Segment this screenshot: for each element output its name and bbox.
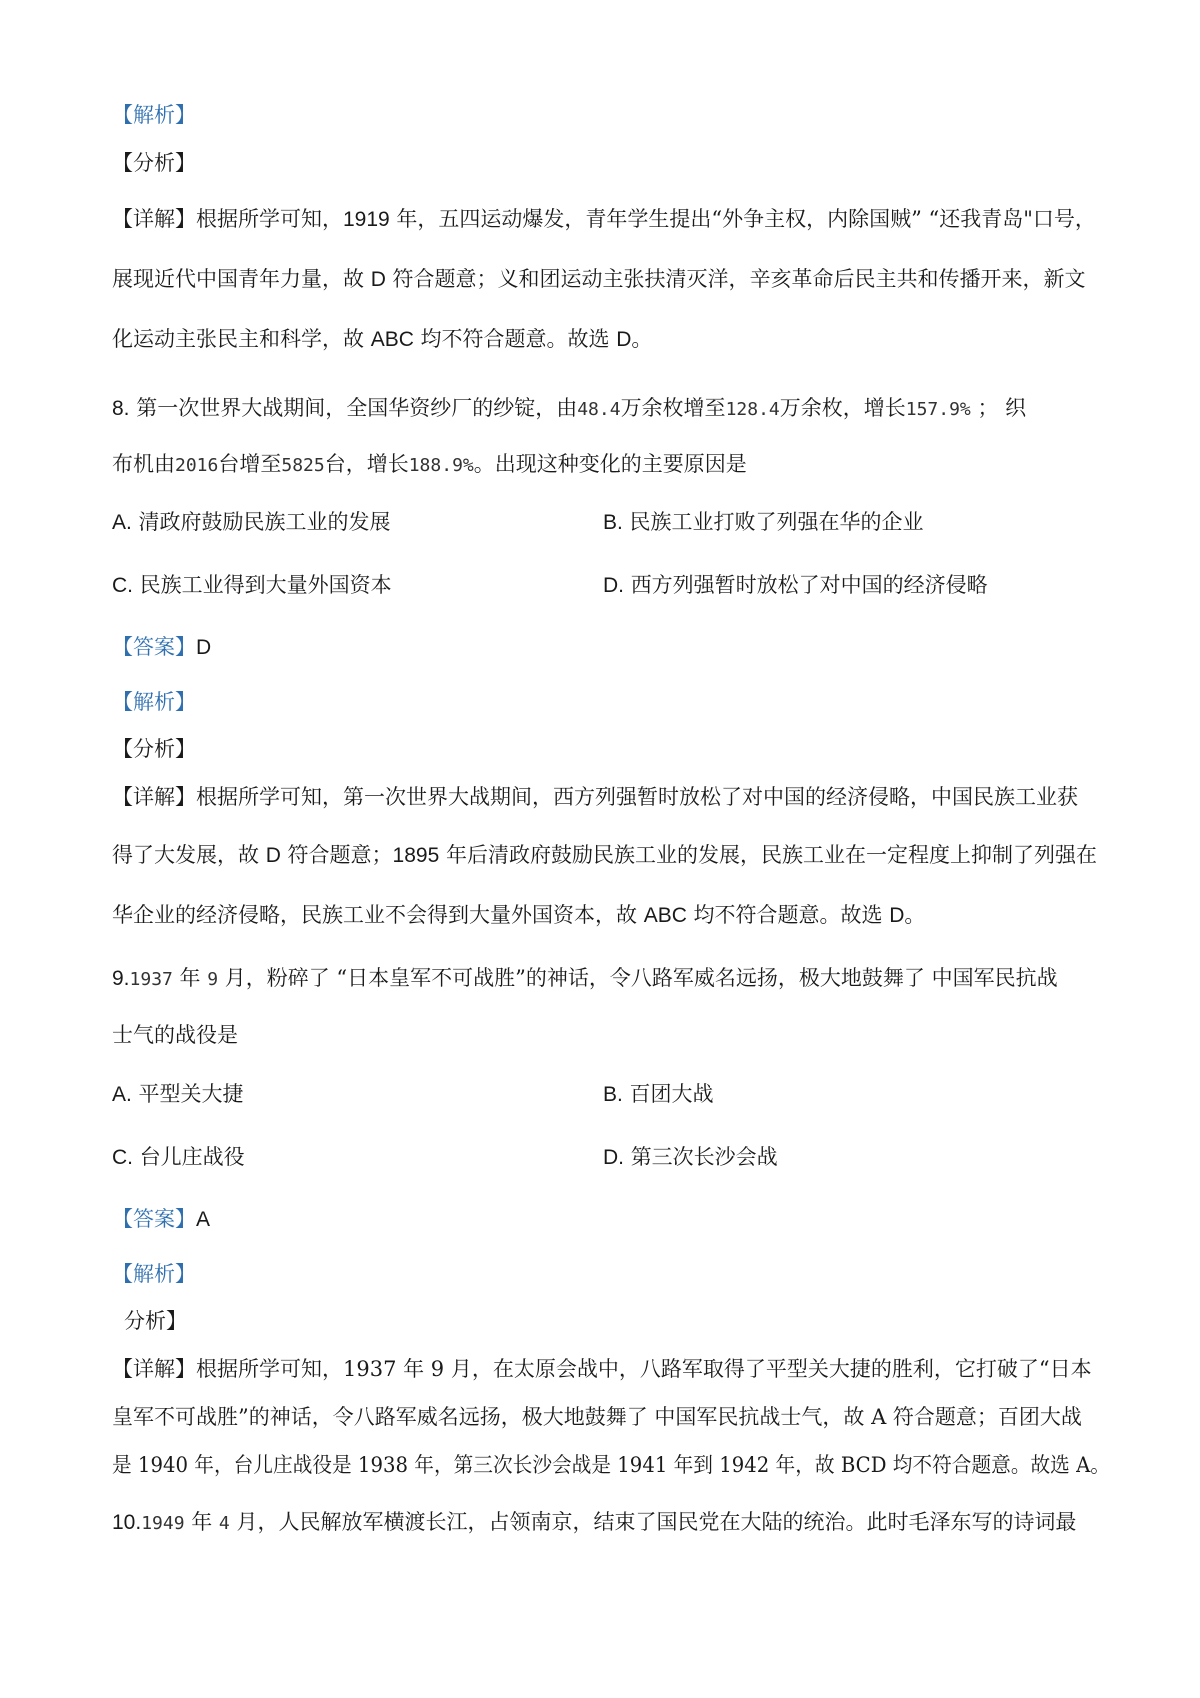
q9-detail-line-2: 皇军不可战胜”的神话，令八路军威名远扬，极大地鼓舞了 中国军民抗战士气，故 A 符合题意；百团大战 [112,1405,1082,1429]
q8-detail-text: 根据所学可知，第一次世界大战期间，西方列强暂时放松了对中国的经济侵略，中国民族工业获 [196,785,1078,809]
q9-option-a [112,1079,244,1110]
q8-option-a [112,507,391,538]
option-letter: A. [112,1083,132,1106]
q9-stem-line-2: 士气的战役是 [112,1023,238,1047]
q9-stem-text: 年 [172,966,208,990]
q9-option-b [603,1079,714,1110]
option-letter: D. [603,574,624,597]
q7-detail-letters: ABC [370,328,414,351]
q7-detail-text: 符合题意；义和团运动主张扶清灭洋，辛亥革命后民主共和传播开来，新文 [385,267,1086,291]
q8-detail-text: 符合题意； [280,843,393,867]
q7-detail-letter: D [616,328,632,351]
q8-answer-value: D [196,636,212,659]
q8-detail-tag: 【详解】 [112,785,196,809]
q7-detail-line-3 [112,324,652,355]
q7-detail-text: 均不符合题意。故选 [413,327,617,351]
q8-answer-tag: 【答案】 [112,635,196,659]
option-letter: C. [112,1146,133,1169]
option-text: 第三次长沙会战 [630,1145,778,1169]
q10-stem-line-1 [112,1507,1076,1539]
q8-stem-number: 48.4 [577,399,621,420]
q8-stem-text: 万余枚增至 [620,396,726,420]
q8-detail-text: 均不符合题意。故选 [686,903,890,927]
q8-option-c [112,570,392,601]
q10-stem-text: 月，人民解放军横渡长江，占领南京，结束了国民党在大陆的统治。此时毛泽东写的诗词最 [229,1510,1077,1534]
q8-answer [112,632,211,663]
q9-stem-number: 9 [207,969,219,990]
q7-detail-year: 1919 [343,208,390,231]
q8-stem-number: 2016 [175,455,219,476]
option-text: 台儿庄战役 [139,1145,245,1169]
q7-analysis-heading: 【解析】 [112,103,196,127]
q7-detail-letter: D [370,268,386,291]
q7-detail-text: 。 [631,327,653,351]
q9-detail-line-1 [112,1354,1092,1384]
q8-stem-text: 万余枚，增长 [779,396,906,420]
q8-option-d [603,570,988,601]
q8-stem-line-1 [112,393,1026,425]
q9-stem-number: 1937 [129,969,173,990]
q9-stem-text: 月，粉碎了 “日本皇军不可战胜”的神话，令八路军威名远扬，极大地鼓舞了 中国军民抗战 [218,966,1058,990]
q10-stem-text: 年 [184,1510,219,1534]
q8-stem-text: 。出现这种变化的主要原因是 [473,452,747,476]
q10-stem-number: 1949 [141,1513,185,1534]
option-text: 民族工业得到大量外国资本 [139,573,392,597]
q8-stem-text: ； 织 [970,396,1027,420]
q9-fenxi-heading: 分析】 [124,1309,187,1333]
q8-number: 8. [112,397,130,420]
q7-detail-tag: 【详解】 [112,207,196,231]
q8-detail-line-2 [112,840,1097,871]
q10-number: 10. [112,1511,142,1534]
q8-stem-text: 第一次世界大战期间，全国华资纱厂的纱锭，由 [129,396,578,420]
q7-detail-text: 年，五四运动爆发，青年学生提出“外争主权，内除国贼” “还我青岛"口号， [389,207,1096,231]
q8-fenxi-heading: 【分析】 [112,737,196,761]
q9-answer [112,1204,210,1235]
q8-stem-number: 157.9% [905,399,971,420]
q8-stem-line-2 [112,449,747,481]
option-letter: B. [603,1083,623,1106]
q10-stem-number: 4 [218,1513,230,1534]
q8-stem-number: 188.9% [408,455,474,476]
option-letter: D. [603,1146,624,1169]
q8-stem-text: 台，增长 [324,452,409,476]
option-letter: A. [112,511,132,534]
q7-detail-text: 根据所学可知， [196,207,343,231]
q7-detail-text: 展现近代中国青年力量，故 [112,267,371,291]
q8-detail-letter: D [265,844,281,867]
q8-detail-letters: ABC [643,904,687,927]
q7-detail-text: 化运动主张民主和科学，故 [112,327,371,351]
q8-detail-line-1 [112,782,1078,812]
q9-detail-tag: 【详解】 [112,1357,196,1381]
option-letter: C. [112,574,133,597]
q8-option-b [603,507,924,538]
q9-analysis-heading: 【解析】 [112,1262,196,1286]
q9-answer-tag: 【答案】 [112,1207,196,1231]
q8-detail-text: 得了大发展，故 [112,843,266,867]
q8-detail-text: 年后清政府鼓励民族工业的发展，民族工业在一定程度上抑制了列强在 [439,843,1097,867]
q7-fenxi-heading: 【分析】 [112,151,196,175]
option-text: 百团大战 [629,1082,714,1106]
q9-detail-text: 根据所学可知，1937 年 9 月，在太原会战中，八路军取得了平型关大捷的胜利，它打破了“日本 [196,1357,1092,1381]
q8-detail-letter: D [889,904,905,927]
q8-stem-text: 布机由 [112,452,175,476]
q8-detail-text: 华企业的经济侵略，民族工业不会得到大量外国资本，故 [112,903,644,927]
option-text: 清政府鼓励民族工业的发展 [138,510,391,534]
q9-option-d [603,1142,778,1173]
q9-answer-value: A [196,1208,211,1231]
q8-analysis-heading: 【解析】 [112,690,196,714]
q8-detail-line-3 [112,900,925,931]
q9-detail-line-3: 是 1940 年，台儿庄战役是 1938 年，第三次长沙会战是 1941 年到 1942 年，故 BCD 均不符合题意。故选 A。 [112,1453,1110,1477]
option-text: 西方列强暂时放松了对中国的经济侵略 [630,573,988,597]
q8-detail-year: 1895 [392,844,440,867]
option-text: 民族工业打败了列强在华的企业 [629,510,924,534]
option-letter: B. [603,511,623,534]
q8-stem-number: 128.4 [725,399,780,420]
q9-stem-line-1 [112,963,1058,995]
q7-detail-line-1 [112,204,1096,235]
q9-option-c [112,1142,245,1173]
q8-detail-text: 。 [904,903,926,927]
q8-stem-text: 台增至 [218,452,282,476]
q7-detail-line-2 [112,264,1086,295]
option-text: 平型关大捷 [138,1082,244,1106]
q9-number: 9. [112,967,130,990]
q8-stem-number: 5825 [281,455,325,476]
